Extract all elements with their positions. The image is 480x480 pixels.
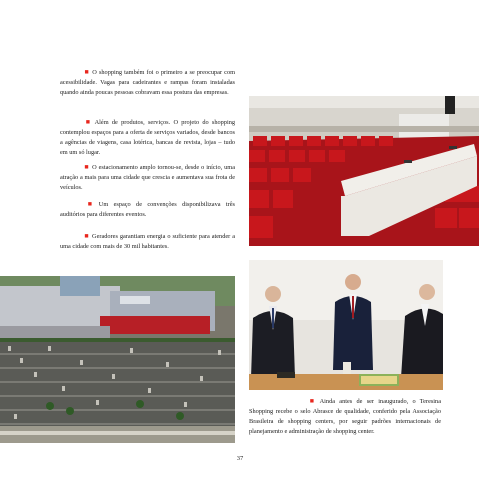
bullet-icon: ■ xyxy=(84,68,90,76)
bullet-icon: ■ xyxy=(84,118,92,126)
bullet-icon: ■ xyxy=(307,397,317,405)
page-number: 37 xyxy=(236,455,244,462)
award-ceremony-photo xyxy=(249,260,443,390)
bullet-icon: ■ xyxy=(84,232,90,240)
paragraph-convention: ■ Um espaço de convenções disponibilizava três auditórios para diferentes eventos. xyxy=(60,200,235,218)
aerial-shopping-photo xyxy=(0,276,235,443)
paragraph-parking: ■ O estacionamento amplo tornou-se, desde o início, uma atração a mais para uma cidade que crescia e aumentava sua frota de veículos. xyxy=(60,163,235,191)
bullet-icon: ■ xyxy=(84,163,90,171)
paragraph-services: ■ Além de produtos, serviços. O projeto do shopping contemplou espaços para a oferta de serviços variados, desde bancos a agências de viagens, casa lotérica, bancas de revista, lojas – tudo em um só lugar. xyxy=(60,118,236,156)
bullet-icon: ■ xyxy=(84,200,96,208)
auditorium-photo xyxy=(249,96,479,246)
photo-caption: ■ Ainda antes de ser inaugurado, o Teresina Shopping recebe o selo Abrasce de qualidade, conferido pela Associação Brasileira de shopping centers, por seguir padrões internacionais de planejamento e administração de shopping center. xyxy=(249,397,442,435)
ceremony-illustration xyxy=(249,260,443,390)
paragraph-accessibility: ■ O shopping também foi o primeiro a se preocupar com acessibilidade. Vagas para cadeirantes e rampas foram instaladas quando ainda poucas pessoas cobravam essa postura das empresas. xyxy=(60,68,236,96)
aerial-illustration xyxy=(0,276,235,443)
paragraph-generators: ■ Geradores garantiam energia o suficiente para atender a uma cidade com mais de 30 mil habitantes. xyxy=(60,232,236,250)
auditorium-illustration xyxy=(249,96,479,246)
